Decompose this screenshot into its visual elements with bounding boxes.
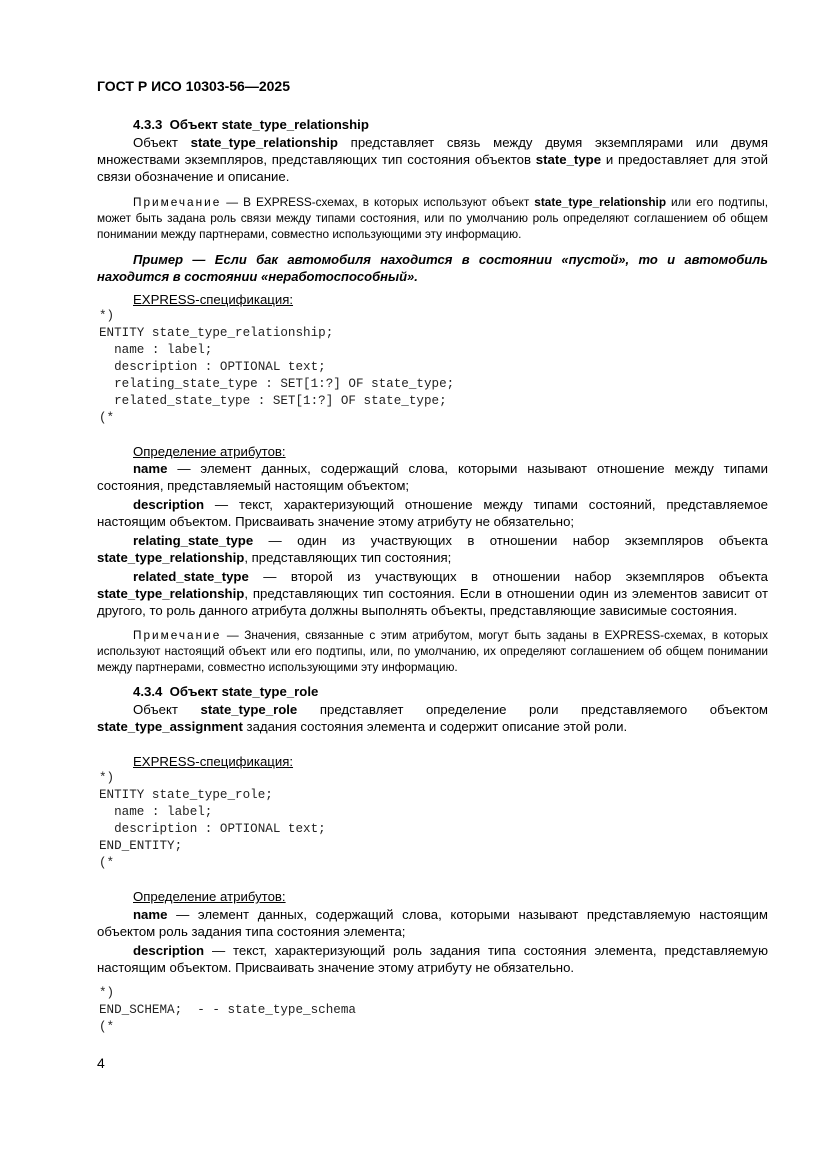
- attributes-label: Определение атрибутов:: [133, 444, 286, 459]
- code-line: END_ENTITY;: [99, 839, 183, 853]
- express-code-block: [99, 308, 454, 427]
- paragraph-intro-4-3-4: Объект state_type_role представляет определение роли представляемого объектом state_type_assignment задания состояния элемента и содержит описание этой роли.: [97, 702, 768, 734]
- note-label: Примечание: [133, 195, 222, 209]
- attr-name-def: name — элемент данных, содержащий слова, которыми называют отношение между типами состояния, представляемый настоящим объектом;: [97, 461, 768, 493]
- section-title: Объект state_type_role: [169, 684, 319, 699]
- express-code-block: [99, 770, 326, 872]
- code-line: description : OPTIONAL text;: [99, 822, 326, 836]
- attr-relating-def: relating_state_type — один из участвующих в отношении набор экземпляров объекта state_type_relationship, представляющих тип состояния;: [97, 533, 768, 565]
- section-number: 4.3.3: [133, 117, 163, 132]
- code-line: (*: [99, 856, 115, 870]
- attr-related-def: related_state_type — второй из участвующих в отношении набор экземпляров объекта state_type_relationship, представляющих тип состояния. Если в отношении один из элементов зависит от другого, то роль данного атрибута должны выполнять объекты, представляющие зависимые состояния.: [97, 569, 768, 618]
- code-line: (*: [99, 1020, 115, 1034]
- attr-description-def: description — текст, характеризующий отношение между типами состояний, представляемое настоящим объектом. Присваивать значение этому атрибуту не обязательно;: [97, 497, 768, 529]
- code-line: description : OPTIONAL text;: [99, 360, 326, 374]
- code-line: related_state_type : SET[1:?] OF state_type;: [99, 394, 447, 408]
- attributes-label: Определение атрибутов:: [133, 889, 286, 904]
- note-label: Примечание: [133, 628, 222, 642]
- paragraph-intro-4-3-3: Объект state_type_relationship представляет связь между двумя экземплярами или двумя множествами экземпляров, представляющих тип состояния объектов state_type и предоставляет для этой связи обозначение и описание.: [97, 135, 768, 184]
- document-header: ГОСТ Р ИСО 10303-56—2025: [97, 78, 290, 94]
- code-line: ENTITY state_type_role;: [99, 788, 273, 802]
- end-schema-code-block: [99, 985, 356, 1036]
- express-spec-label: EXPRESS-спецификация:: [133, 754, 294, 769]
- express-spec-label: EXPRESS-спецификация:: [133, 292, 294, 307]
- code-line: *): [99, 986, 115, 1000]
- attr-description-def: description — текст, характеризующий роль задания типа состояния элемента, представляемую настоящим объектом. Присваивать значение этому атрибуту не обязательно.: [97, 943, 768, 975]
- example-4-3-3: Пример — Если бак автомобиля находится в состоянии «пустой», то и автомобиль находится в состоянии «неработоспособный».: [97, 252, 768, 284]
- code-line: ENTITY state_type_relationship;: [99, 326, 334, 340]
- code-line: END_SCHEMA; - - state_type_schema: [99, 1003, 356, 1017]
- section-heading-4-3-3: [133, 117, 369, 132]
- section-number: 4.3.4: [133, 684, 163, 699]
- attr-name-def: name — элемент данных, содержащий слова, которыми называют представляемую настоящим объектом роль задания типа состояния элемента;: [97, 907, 768, 939]
- code-line: *): [99, 309, 115, 323]
- code-line: relating_state_type : SET[1:?] OF state_type;: [99, 377, 455, 391]
- page-number: 4: [97, 1055, 105, 1071]
- code-line: (*: [99, 411, 115, 425]
- code-line: *): [99, 771, 115, 785]
- note2-4-3-3: Примечание — Значения, связанные с этим атрибутом, могут быть заданы в EXPRESS-схемах, в которых используют настоящий объект или его подтипы, или, по умолчанию, их определяют соглашением об общем понимании между партнерами, совместно использующими эту информацию.: [97, 628, 768, 674]
- section-heading-4-3-4: [133, 684, 318, 699]
- note-4-3-3: Примечание — В EXPRESS-схемах, в которых используют объект state_type_relationship или его подтипы, может быть задана роль связи между типами состояния, или по умолчанию роль определяют соглашением об общем понимании между партнерами, совместно использующими эту информацию.: [97, 195, 768, 241]
- section-title: Объект state_type_relationship: [169, 117, 369, 132]
- code-line: name : label;: [99, 343, 213, 357]
- code-line: name : label;: [99, 805, 213, 819]
